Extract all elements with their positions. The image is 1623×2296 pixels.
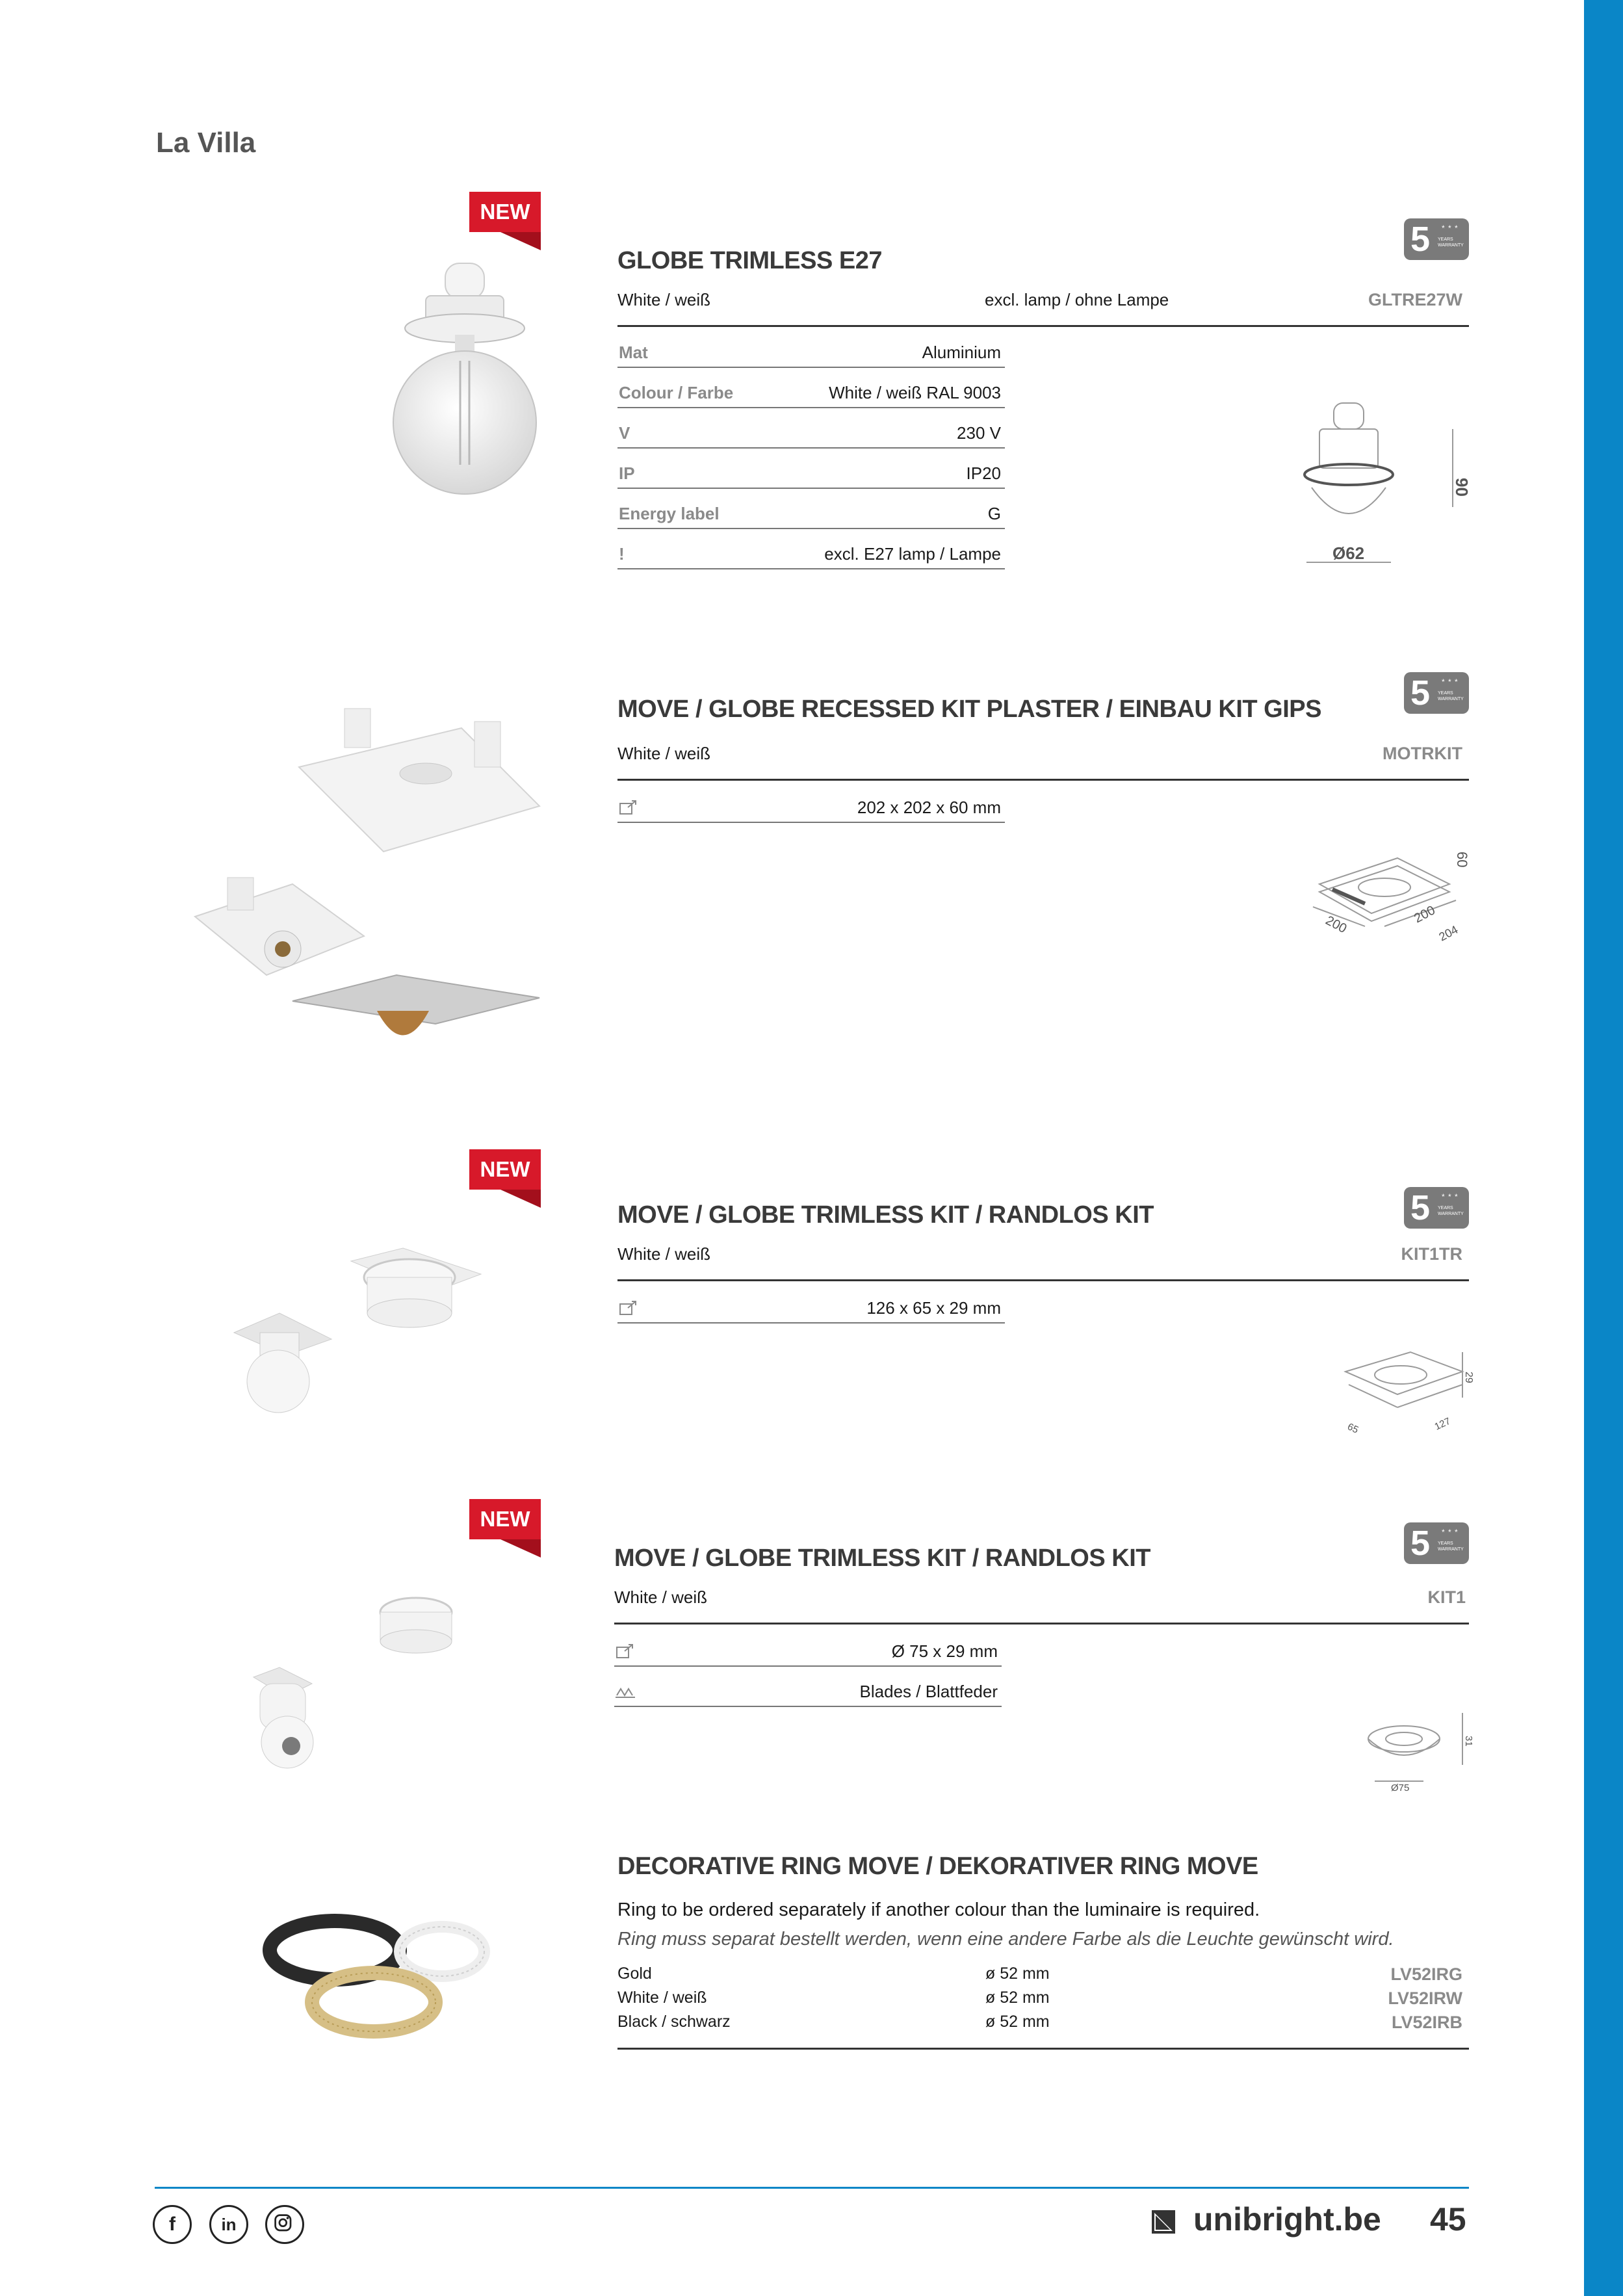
page-title: La Villa bbox=[156, 127, 256, 159]
technical-drawing-recessed-kit bbox=[1306, 832, 1475, 956]
dimension-icon bbox=[619, 1300, 638, 1316]
new-badge: NEW bbox=[469, 1499, 541, 1558]
svg-text:204: 204 bbox=[1436, 922, 1461, 944]
svg-text:127: 127 bbox=[1433, 1415, 1453, 1433]
spec-row-dimensions: 202 x 202 x 60 mm bbox=[617, 784, 1005, 823]
product-color: White / weiß bbox=[617, 290, 711, 309]
dimension-icon bbox=[619, 800, 638, 815]
technical-drawing-trimless-kit bbox=[1332, 1339, 1475, 1443]
svg-text:31: 31 bbox=[1463, 1736, 1474, 1747]
table-row-size: ø 52 mm bbox=[985, 1964, 1050, 1983]
product-photo-decorative-rings bbox=[260, 1911, 487, 2067]
product-color: White / weiß bbox=[617, 1244, 711, 1264]
new-badge: NEW bbox=[469, 192, 541, 250]
svg-text:200: 200 bbox=[1323, 913, 1349, 937]
side-accent-bar bbox=[1584, 0, 1623, 2296]
decorative-note-de: Ring muss separat bestellt werden, wenn eine andere Farbe als die Leuchte gewünscht wird. bbox=[617, 1929, 1394, 1950]
warranty-badge: 5 * * * YEARS WARRANTY bbox=[1404, 672, 1469, 714]
table-row-color: White / weiß bbox=[617, 1989, 707, 2007]
table-row-code: LV52IRB bbox=[1391, 2013, 1462, 2032]
product-title: GLOBE TRIMLESS E27 bbox=[617, 247, 882, 274]
product-title: MOVE / GLOBE TRIMLESS KIT / RANDLOS KIT bbox=[614, 1545, 1150, 1572]
product-photo-trimless-kit-1 bbox=[240, 1586, 474, 1781]
product-lamp-note: excl. lamp / ohne Lampe bbox=[985, 290, 1169, 309]
svg-text:29: 29 bbox=[1463, 1372, 1474, 1383]
product-color: White / weiß bbox=[614, 1587, 708, 1607]
divider bbox=[614, 1623, 1469, 1624]
spec-row-colour: Colour / Farbe White / weiß RAL 9003 bbox=[617, 369, 1005, 408]
spec-row-ip: IP IP20 bbox=[617, 450, 1005, 489]
table-row-size: ø 52 mm bbox=[985, 2013, 1050, 2031]
table-row-color: Black / schwarz bbox=[617, 2013, 731, 2031]
spec-row-note: ! excl. E27 lamp / Lampe bbox=[617, 530, 1005, 569]
product-photo-globe-e27 bbox=[364, 250, 565, 510]
footer-divider bbox=[155, 2187, 1469, 2189]
dimension-icon bbox=[616, 1643, 635, 1659]
facebook-icon[interactable]: f bbox=[153, 2205, 192, 2244]
svg-text:Ø62: Ø62 bbox=[1332, 543, 1365, 563]
product-code: GLTRE27W bbox=[1368, 290, 1462, 309]
svg-text:200: 200 bbox=[1412, 903, 1438, 926]
table-row-code: LV52IRG bbox=[1390, 1964, 1462, 1984]
svg-text:90: 90 bbox=[1452, 478, 1472, 497]
divider bbox=[617, 2048, 1469, 2050]
product-code: MOTRKIT bbox=[1383, 744, 1462, 763]
unibright-logo-icon bbox=[1150, 2209, 1176, 2235]
product-code: KIT1TR bbox=[1401, 1244, 1462, 1264]
spec-row-dimensions: Ø 75 x 29 mm bbox=[614, 1628, 1002, 1667]
linkedin-icon[interactable]: in bbox=[209, 2205, 248, 2244]
spec-row-mounting: Blades / Blattfeder bbox=[614, 1668, 1002, 1707]
new-badge: NEW bbox=[469, 1149, 541, 1208]
divider bbox=[617, 325, 1469, 327]
spec-row-dimensions: 126 x 65 x 29 mm bbox=[617, 1285, 1005, 1324]
product-title: MOVE / GLOBE TRIMLESS KIT / RANDLOS KIT bbox=[617, 1201, 1154, 1229]
divider bbox=[617, 1279, 1469, 1281]
product-photo-trimless-kit bbox=[221, 1235, 500, 1417]
brand-name[interactable]: unibright.be bbox=[1193, 2201, 1381, 2237]
warranty-badge: 5 * * * YEARS WARRANTY bbox=[1404, 1522, 1469, 1564]
product-title: MOVE / GLOBE RECESSED KIT PLASTER / EINBAU KIT GIPS bbox=[617, 696, 1321, 723]
divider bbox=[617, 779, 1469, 781]
page-number: 45 bbox=[1430, 2201, 1466, 2237]
svg-text:65: 65 bbox=[1345, 1421, 1360, 1436]
technical-drawing-trimless-kit-1 bbox=[1352, 1700, 1475, 1797]
decorative-note-en: Ring to be ordered separately if another colour than the luminaire is required. bbox=[617, 1899, 1260, 1920]
product-photo-recessed-kit bbox=[188, 696, 552, 1060]
spec-row-energy-label: Energy label G bbox=[617, 490, 1005, 529]
spec-row-material: Mat Aluminium bbox=[617, 329, 1005, 368]
product-color: White / weiß bbox=[617, 744, 711, 763]
svg-text:60: 60 bbox=[1454, 852, 1470, 868]
instagram-icon[interactable] bbox=[265, 2205, 304, 2244]
svg-text:Ø75: Ø75 bbox=[1391, 1782, 1410, 1794]
product-code: KIT1 bbox=[1427, 1587, 1466, 1607]
table-row-color: Gold bbox=[617, 1964, 652, 1983]
blade-spring-icon bbox=[616, 1684, 635, 1699]
technical-drawing-globe-e27 bbox=[1293, 390, 1472, 579]
warranty-badge: 5 * * * YEARS WARRANTY bbox=[1404, 218, 1469, 260]
spec-row-voltage: V 230 V bbox=[617, 410, 1005, 449]
table-row-code: LV52IRW bbox=[1388, 1989, 1462, 2008]
decorative-title: DECORATIVE RING MOVE / DEKORATIVER RING MOVE bbox=[617, 1853, 1258, 1880]
warranty-badge: 5 * * * YEARS WARRANTY bbox=[1404, 1187, 1469, 1229]
table-row-size: ø 52 mm bbox=[985, 1989, 1050, 2007]
